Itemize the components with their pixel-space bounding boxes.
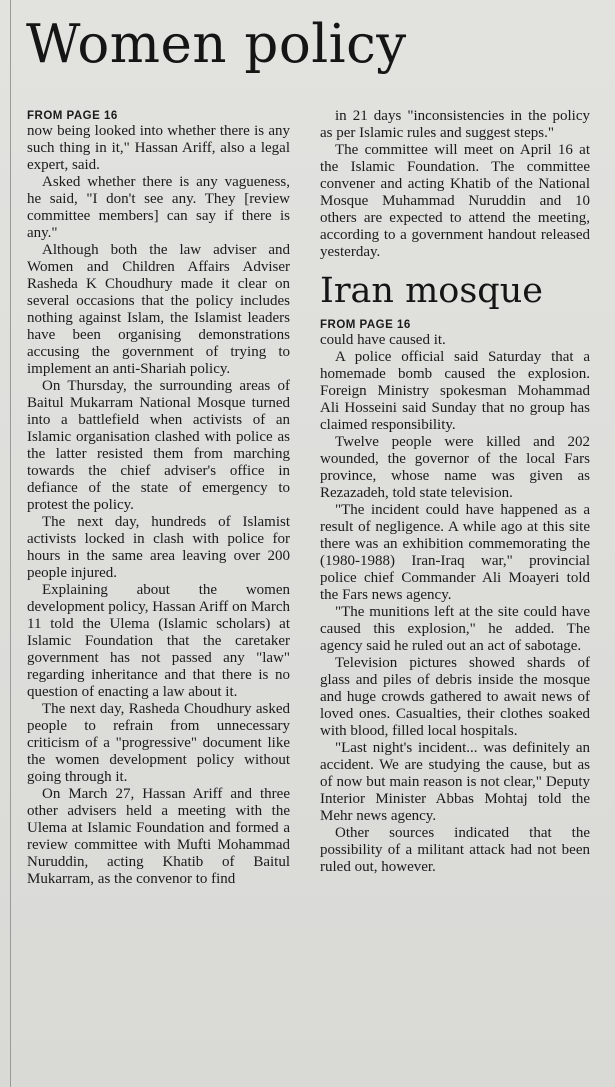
right-column: [320, 108, 590, 876]
jump-kicker: FROM PAGE 16: [27, 110, 118, 122]
paragraph: "The incident could have happened as a result of negligence. A while ago at this site there was an exhibition commemorating the (1980-1988) Iran-Iraq war," provincial police chief Commander Ali Moayeri told the Fars news agency.: [320, 502, 590, 603]
paragraph: Other sources indicated that the possibility of a militant attack had not been ruled out, however.: [320, 825, 590, 875]
paragraph: Although both the law adviser and Women and Children Affairs Adviser Rasheda K Choudhury made it clear on several occasions that the policy includes nothing against Islam, the Islamist leaders have been organising demonstrations accusing the government of trying to implement an anti-Shariah policy.: [27, 242, 290, 377]
jump-kicker: FROM PAGE 16: [320, 319, 411, 331]
left-column: [27, 110, 290, 888]
paragraph: A police official said Saturday that a homemade bomb caused the explosion. Foreign Ministry spokesman Mohammad Ali Hosseini said Sunday that no group has claimed responsibility.: [320, 349, 590, 433]
paragraph: The next day, Rasheda Choudhury asked people to refrain from unnecessary criticism of a "progressive" document like the women development policy without going through it.: [27, 701, 290, 785]
paragraph: The next day, hundreds of Islamist activists locked in clash with police for hours in the same area leaving over 200 people injured.: [27, 514, 290, 581]
column-rule: [10, 0, 11, 1087]
paragraph: in 21 days "inconsistencies in the policy as per Islamic rules and suggest steps.": [320, 108, 590, 141]
paragraph: Twelve people were killed and 202 wounded, the governor of the local Fars province, whose name was given as Rezazadeh, told state television.: [320, 434, 590, 501]
paragraph: On Thursday, the surrounding areas of Baitul Mukarram National Mosque turned into a battlefield when activists of an Islamic organisation clashed with police as the latter resisted them from marching towards the chief adviser's office in defiance of the state of emergency to protest the policy.: [27, 378, 290, 513]
paragraph: Explaining about the women development policy, Hassan Ariff on March 11 told the Ulema (Islamic scholars) at Islamic Foundation that the caretaker government has not passed any "law" regarding inheritance and that there is no question of enacting a law about it.: [27, 582, 290, 700]
paragraph: Television pictures showed shards of glass and piles of debris inside the mosque and huge crowds gathered to await news of loved ones. Casualties, their clothes soaked with blood, filled local hospitals.: [320, 655, 590, 739]
secondary-headline: Iran mosque: [320, 271, 543, 311]
headline: Women policy: [26, 14, 407, 75]
paragraph: could have caused it.: [320, 332, 446, 348]
paragraph: "The munitions left at the site could have caused this explosion," he added. The agency said he ruled out an act of sabotage.: [320, 604, 590, 654]
paragraph: The committee will meet on April 16 at the Islamic Foundation. The committee convener and acting Khatib of the National Mosque Muhammad Nuruddin and 10 others are expected to attend the meeting, according to a government handout released yesterday.: [320, 142, 590, 260]
paragraph: Asked whether there is any vagueness, he said, "I don't see any. They [review committee members] can say if there is any.": [27, 174, 290, 241]
paragraph: now being looked into whether there is any such thing in it," Hassan Ariff, also a legal expert, said.: [27, 123, 290, 173]
paragraph: On March 27, Hassan Ariff and three other advisers held a meeting with the Ulema at Islamic Foundation and formed a review committee with Mufti Mohammad Nuruddin, acting Khatib of Baitul Mukarram, as the convenor to find: [27, 786, 290, 887]
paragraph: "Last night's incident... was definitely an accident. We are studying the cause, but as of now but main reason is not clear," Deputy Interior Minister Abbas Mohtaj told the Mehr news agency.: [320, 740, 590, 824]
